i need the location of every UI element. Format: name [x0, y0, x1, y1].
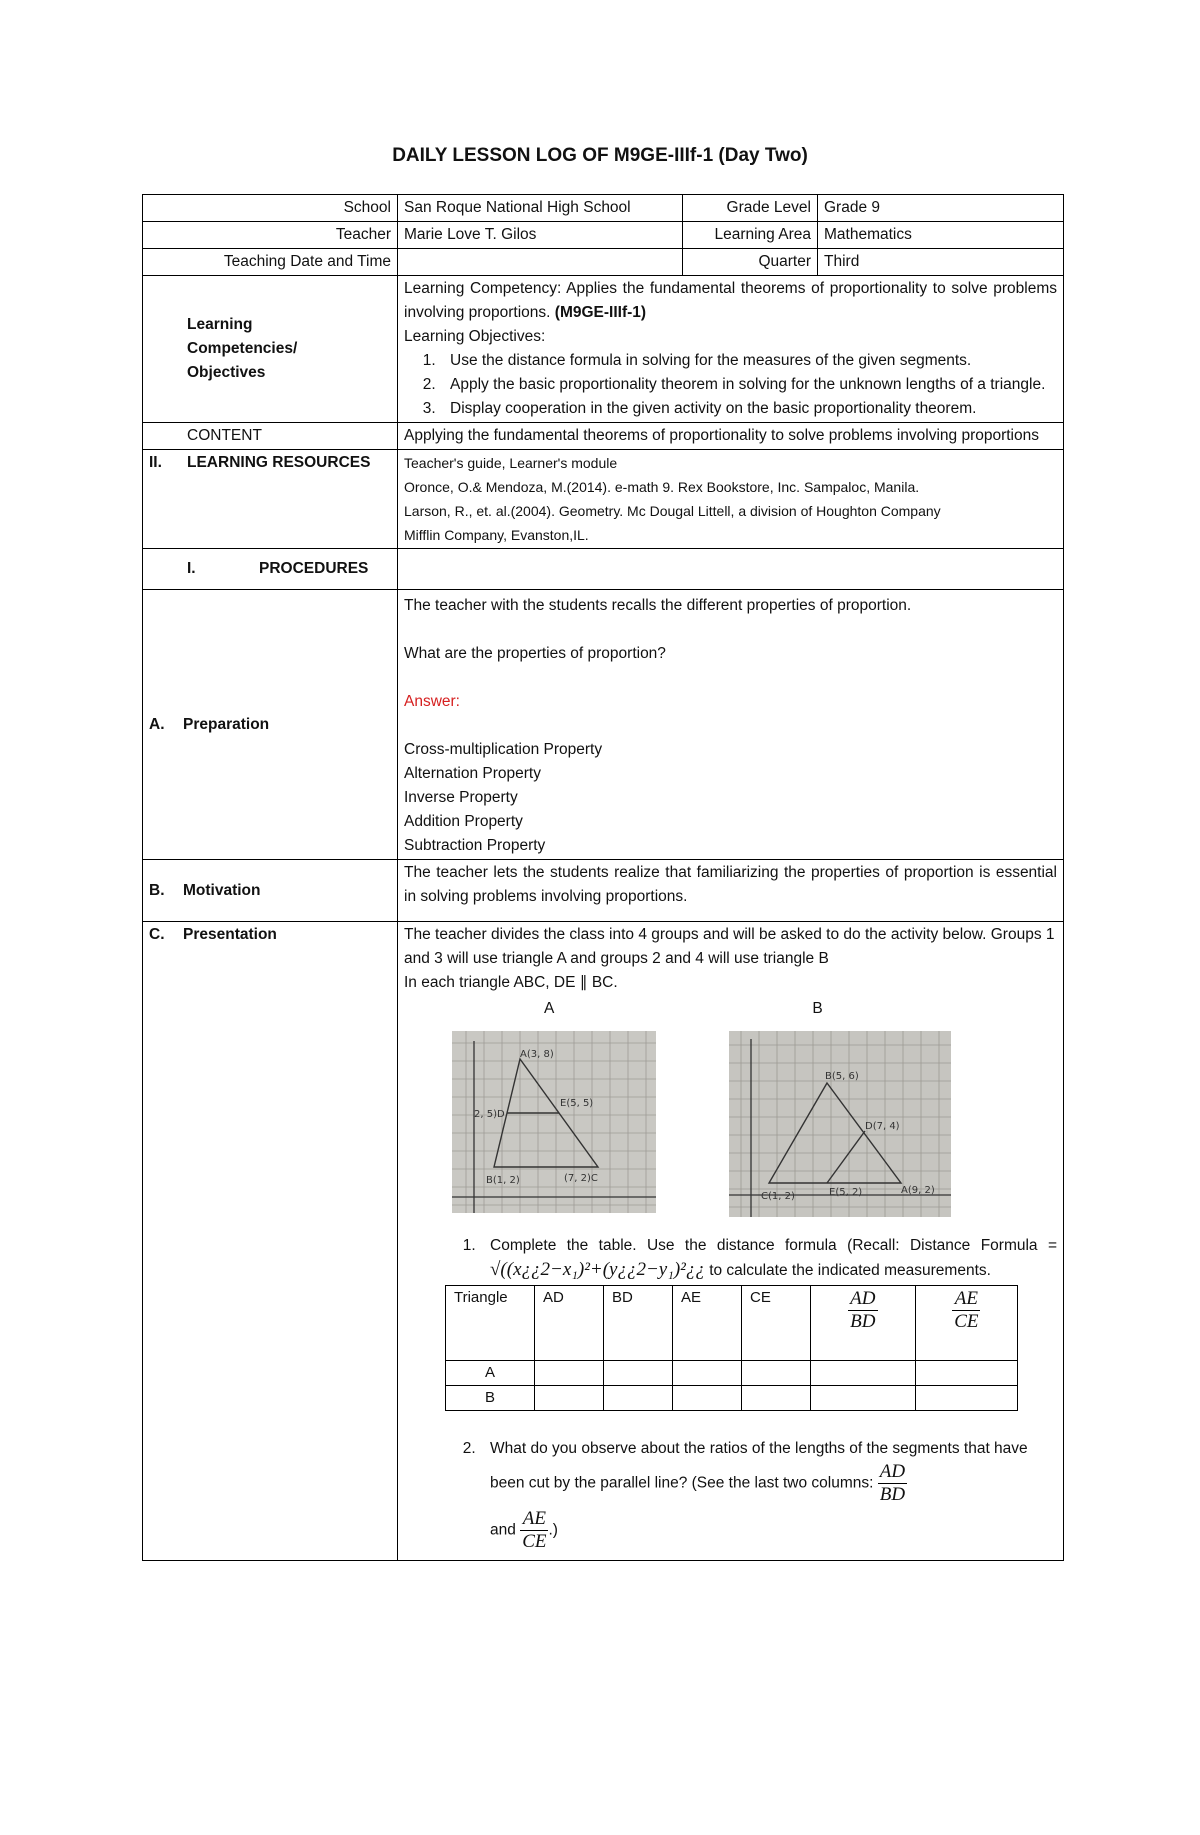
table-row [446, 1361, 1018, 1386]
table-cell-triangle: A [446, 1361, 535, 1386]
point-label: D(7, 4) [865, 1121, 900, 1132]
answer-item: Addition Property [404, 813, 523, 830]
table-cell-blank[interactable] [673, 1361, 742, 1386]
presentation-row [143, 922, 1064, 1561]
step-2: 2. What do you observe about the ratios of the lengths of the segments that have been cut by the parallel line? (See the last two columns: $\frac{AD}{BD}$ and $\frac{AE}{CE}$ .) [480, 1437, 1057, 1553]
table-header-row [446, 1286, 1018, 1361]
point-label: 2, 5)D [474, 1109, 505, 1120]
table-header-cell: BD [604, 1286, 673, 1361]
motivation-text: The teacher lets the students realize that familiarizing the properties of proportion is essential in solving problems involving proportions. [398, 860, 1064, 922]
presentation-condition: In each triangle ABC, DE ∥ BC. [404, 974, 618, 991]
preparation-cell [398, 590, 1064, 860]
answer-item: Alternation Property [404, 765, 541, 782]
table-header-cell: AE [673, 1286, 742, 1361]
point-label: E(5, 5) [560, 1098, 594, 1109]
content-value: Applying the fundamental theorems of proportionality to solve problems involving proportions [398, 423, 1064, 450]
presentation-label: C. Presentation [143, 922, 398, 1561]
procedures-row [143, 549, 1064, 590]
triangle-b-figure [729, 1031, 951, 1217]
table-cell-blank[interactable] [535, 1361, 604, 1386]
grade-value: Grade 9 [818, 195, 1064, 222]
table-header-cell: CE [742, 1286, 811, 1361]
table-cell-blank[interactable] [673, 1386, 742, 1411]
table-cell-blank[interactable] [915, 1361, 1017, 1386]
answer-item: Subtraction Property [404, 837, 546, 854]
preparation-question: What are the properties of proportion? [404, 645, 666, 662]
table-cell-triangle: B [446, 1386, 535, 1411]
motivation-row [143, 860, 1064, 922]
table-cell-blank[interactable] [742, 1361, 811, 1386]
figure-b-label: B [812, 1000, 823, 1017]
area-value: Mathematics [818, 222, 1064, 249]
preparation-intro: The teacher with the students recalls the different properties of proportion. [404, 597, 912, 614]
answer-label: Answer: [404, 693, 460, 710]
point-label: A(9, 2) [901, 1185, 935, 1196]
answer-item: Inverse Property [404, 789, 518, 806]
table-cell-blank[interactable] [915, 1386, 1017, 1411]
resources-row [143, 450, 1064, 549]
table-cell-blank[interactable] [604, 1361, 673, 1386]
date-label: Teaching Date and Time [143, 249, 398, 276]
triangle-a-figure [452, 1031, 656, 1213]
table-row [446, 1386, 1018, 1411]
school-value: San Roque National High School [398, 195, 683, 222]
table-header-cell: AD [535, 1286, 604, 1361]
answer-item: Cross-multiplication Property [404, 741, 603, 758]
table-cell-blank[interactable] [604, 1386, 673, 1411]
objectives-heading: Learning Objectives: [404, 328, 546, 345]
table-header-ratio-ae-ce: $\frac{AE}{CE}$ [915, 1286, 1017, 1361]
quarter-label: Quarter [683, 249, 818, 276]
page-title: DAILY LESSON LOG OF M9GE-IIIf-1 (Day Two) [392, 145, 808, 166]
content-label: CONTENT [143, 423, 398, 450]
preparation-row [143, 590, 1064, 860]
step-1: 1. Complete the table. Use the distance formula (Recall: Distance Formula = √((x¿¿2−x₁)²+(y¿¿2−y₁)²¿¿ to calculate the indicated measurements. Triangle AD BD AE CE $\frac{AD}{BD}$ $\frac{AE}{CE}$ A B [480, 1234, 1057, 1411]
objective-item: 2. Apply the basic proportionality theorem in solving for the unknown lengths of a triangle. [440, 373, 1057, 397]
header-row-school [143, 195, 1064, 222]
point-label: A(3, 8) [520, 1049, 554, 1060]
area-label: Learning Area [683, 222, 818, 249]
point-label: C(1, 2) [761, 1191, 795, 1202]
presentation-cell [398, 922, 1064, 1561]
motivation-label: B. Motivation [143, 860, 398, 922]
presentation-text: The teacher divides the class into 4 groups and will be asked to do the activity below. Groups 1 and 3 will use triangle A and groups 2 and 4 will use triangle B [404, 926, 1055, 967]
resources-label: II. LEARNING RESOURCES [143, 450, 398, 549]
figure-a-label: A [544, 1000, 555, 1017]
procedures-label: I. PROCEDURES [143, 549, 398, 590]
measurement-table [445, 1285, 1018, 1411]
content-row [143, 423, 1064, 450]
point-label: (7, 2)C [564, 1173, 598, 1184]
table-cell-blank[interactable] [535, 1386, 604, 1411]
table-cell-blank[interactable] [811, 1361, 916, 1386]
school-label: School [143, 195, 398, 222]
distance-formula: √((x¿¿2−x₁)²+(y¿¿2−y₁)²¿¿ [490, 1259, 705, 1280]
objectives-list [404, 349, 1057, 421]
table-header-ratio-ad-bd: $\frac{AD}{BD}$ [811, 1286, 916, 1361]
date-value [398, 249, 683, 276]
header-row-teacher [143, 222, 1064, 249]
competencies-cell [398, 276, 1064, 423]
teacher-label: Teacher [143, 222, 398, 249]
point-label: B(5, 6) [825, 1071, 859, 1082]
point-label: B(1, 2) [486, 1175, 520, 1186]
competency-statement: Learning Competency: Applies the fundamental theorems of proportionality to solve problems involving proportions. (M9GE-IIIf-1) [404, 280, 1057, 321]
competencies-label: Learning Competencies/ Objectives [143, 276, 398, 423]
grade-label: Grade Level [683, 195, 818, 222]
lesson-log-table [142, 194, 1064, 1561]
table-cell-blank[interactable] [811, 1386, 916, 1411]
activity-steps [404, 1234, 1057, 1553]
objective-item: 1. Use the distance formula in solving for the measures of the given segments. [440, 349, 1057, 373]
table-cell-blank[interactable] [742, 1386, 811, 1411]
header-row-date [143, 249, 1064, 276]
resources-list: Teacher's guide, Learner's module Oronce, O.& Mendoza, M.(2014). e-math 9. Rex Bookstore, Inc. Sampaloc, Manila. Larson, R., et. al.(2004). Geometry. Mc Dougal Littell, a division of Houghton Company Mifflin Company, Evanston,IL. [398, 450, 1064, 549]
table-header-cell: Triangle [446, 1286, 535, 1361]
teacher-value: Marie Love T. Gilos [398, 222, 683, 249]
preparation-label: A. Preparation [143, 590, 398, 860]
competencies-row [143, 276, 1064, 423]
point-label: E(5, 2) [829, 1187, 863, 1198]
objective-item: 3. Display cooperation in the given activity on the basic proportionality theorem. [440, 397, 1057, 421]
quarter-value: Third [818, 249, 1064, 276]
